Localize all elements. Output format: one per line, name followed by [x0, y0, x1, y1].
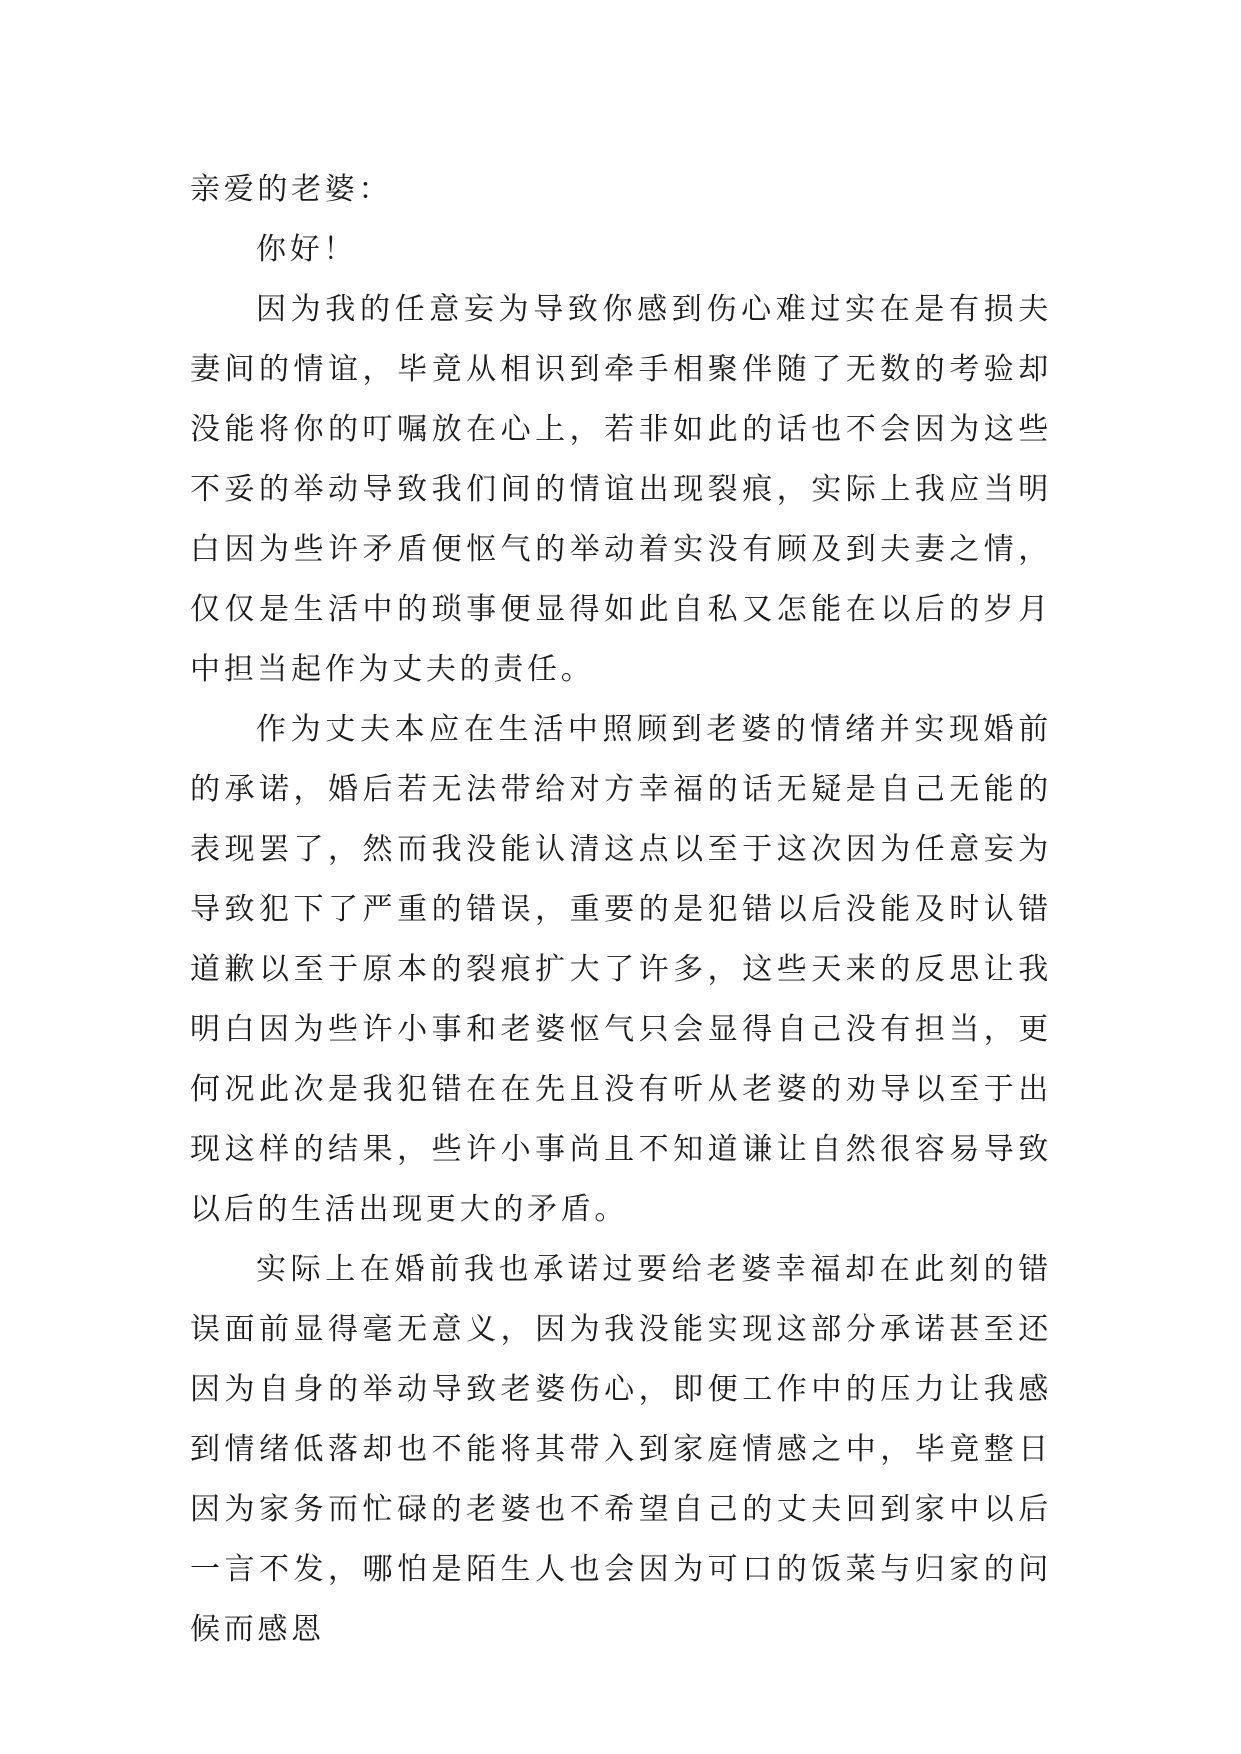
- letter-paragraph-1: 因为我的任意妄为导致你感到伤心难过实在是有损夫妻间的情谊，毕竟从相识到牵手相聚伴随了无数的考验却没能将你的叮嘱放在心上，若非如此的话也不会因为这些不妥的举动导致我们间的情谊出现裂痕，实际上我应当明白因为些许矛盾便怄气的举动着实没有顾及到夫妻之情，仅仅是生活中的琐事便显得如此自私又怎能在以后的岁月中担当起作为丈夫的责任。: [190, 292, 1052, 687]
- letter-paragraph-2: 作为丈夫本应在生活中照顾到老婆的情绪并实现婚前的承诺，婚后若无法带给对方幸福的话无疑是自己无能的表现罢了，然而我没能认清这点以至于这次因为任意妄为导致犯下了严重的错误，重要的是犯错以后没能及时认错道歉以至于原本的裂痕扩大了许多，这些天来的反思让我明白因为些许小事和老婆怄气只会显得自己没有担当，更何况此次是我犯错在在先且没有听从老婆的劝导以至于出现这样的结果，些许小事尚且不知道谦让自然很容易导致以后的生活出现更大的矛盾。: [190, 712, 1052, 1227]
- letter-body: [190, 160, 1052, 1660]
- letter-greeting: 你好！: [256, 232, 358, 267]
- letter-salutation: 亲爱的老婆：: [190, 172, 393, 207]
- letter-paragraph-3: 实际上在婚前我也承诺过要给老婆幸福却在此刻的错误面前显得毫无意义，因为我没能实现这部分承诺甚至还因为自身的举动导致老婆伤心，即便工作中的压力让我感到情绪低落却也不能将其带入到家庭情感之中，毕竟整日因为家务而忙碌的老婆也不希望自己的丈夫回到家中以后一言不发，哪怕是陌生人也会因为可口的饭菜与归家的问候而感恩: [190, 1252, 1052, 1647]
